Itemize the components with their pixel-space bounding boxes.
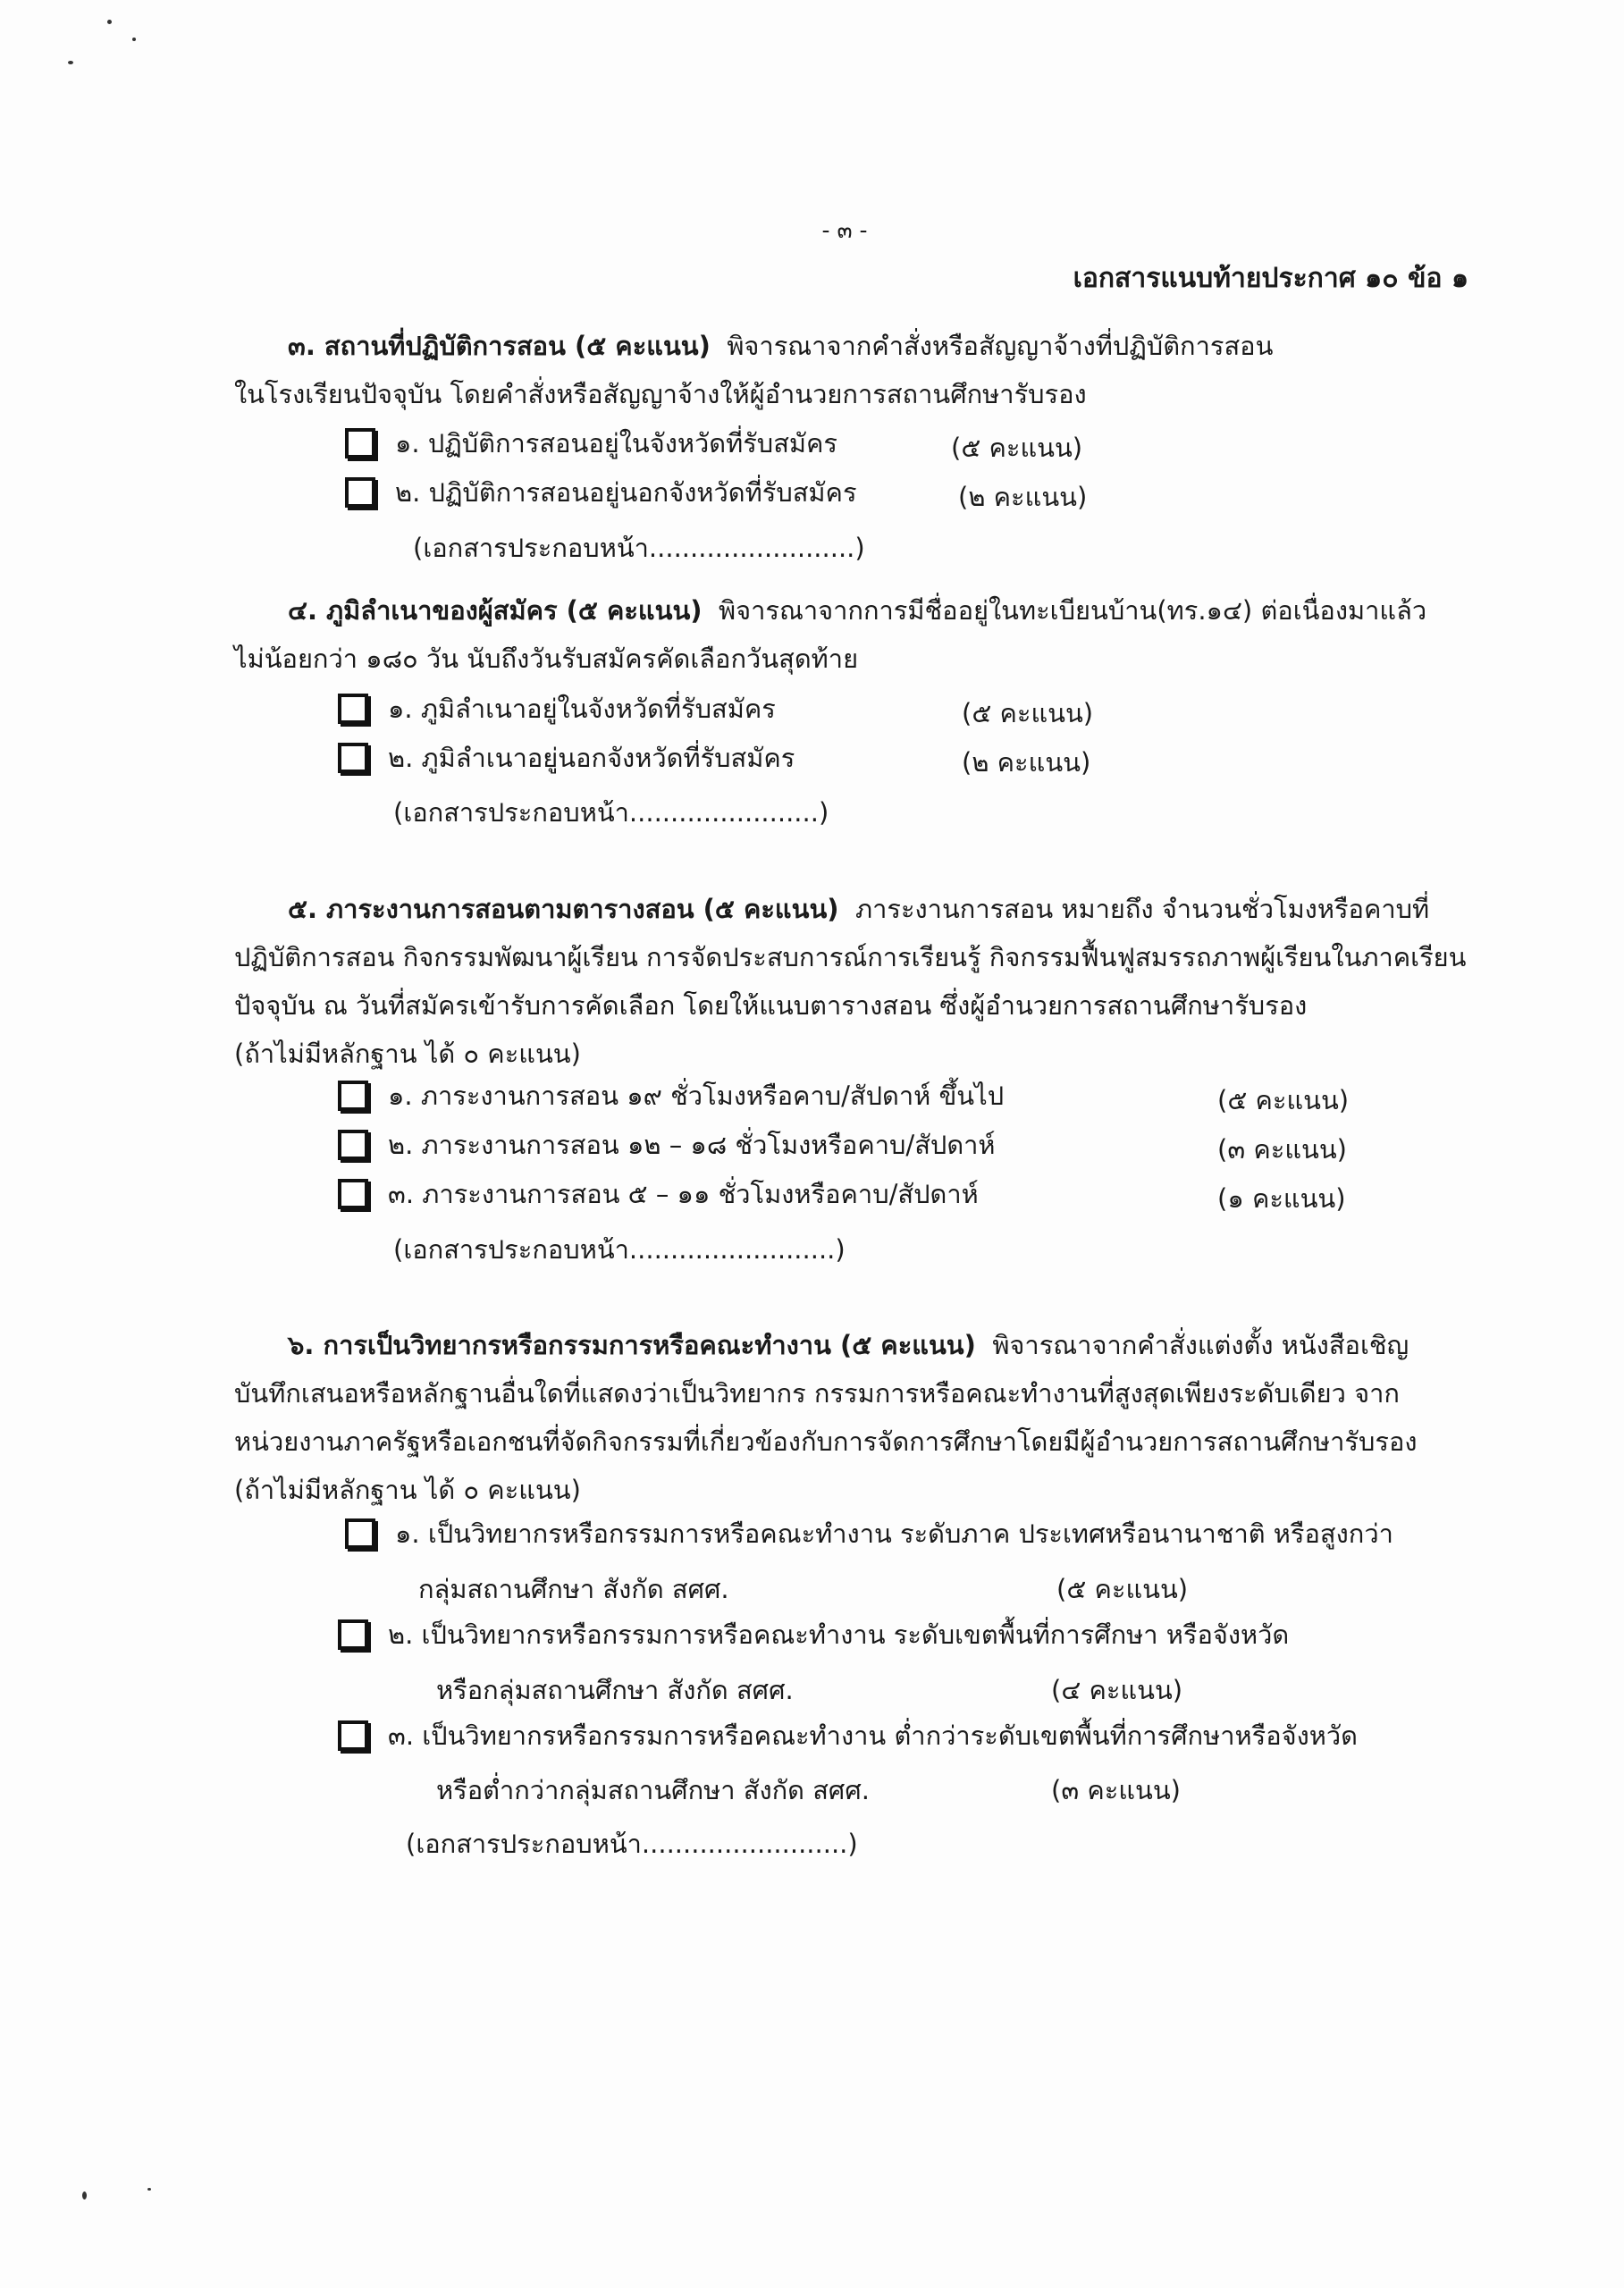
checkbox[interactable] (345, 477, 375, 508)
section-3-option: ๑. ปฏิบัติการสอนอยู่ในจังหวัดที่รับสมัคร (345, 423, 837, 464)
scan-speck (107, 20, 112, 24)
checkbox[interactable] (345, 1518, 375, 1549)
option-points: (๕ คะแนน) (1217, 1085, 1350, 1115)
section-6-option: ๒. เป็นวิทยากรหรือกรรมการหรือคณะทำงาน ระดับเขตพื้นที่การศึกษา หรือจังหวัด (338, 1614, 1289, 1655)
section-5-option: ๑. ภาระงานการสอน ๑๙ ชั่วโมงหรือคาบ/สัปดาห์ ขึ้นไป (338, 1075, 1004, 1116)
section-5-line: ปัจจุบัน ณ วันที่สมัครเข้ารับการคัดเลือก โดยให้แนบตารางสอน ซึ่งผู้อำนวยการสถานศึกษารับรอง (234, 990, 1308, 1021)
section-6-line: พิจารณาจากคำสั่งแต่งตั้ง หนังสือเชิญ (992, 1330, 1409, 1360)
option-points: (๔ คะแนน) (1051, 1675, 1183, 1705)
section-4-text (234, 586, 1426, 683)
section-5-line: (ถ้าไม่มีหลักฐาน ได้ ๐ คะแนน) (234, 1039, 581, 1069)
option-points: (๒ คะแนน) (958, 482, 1088, 512)
document-page-note: (เอกสารประกอบหน้า.........................) (393, 1234, 846, 1265)
section-3-text (234, 322, 1273, 418)
checkbox[interactable] (338, 743, 368, 773)
section-6-line: (ถ้าไม่มีหลักฐาน ได้ ๐ คะแนน) (234, 1475, 581, 1505)
section-5-option: ๒. ภาระงานการสอน ๑๒ – ๑๘ ชั่วโมงหรือคาบ/สัปดาห์ (338, 1124, 996, 1165)
scan-speck (82, 2191, 87, 2200)
option-points: (๓ คะแนน) (1217, 1134, 1347, 1165)
checkbox[interactable] (338, 1179, 368, 1209)
section-3-option: ๒. ปฏิบัติการสอนอยู่นอกจังหวัดที่รับสมัคร (345, 472, 857, 513)
section-5-option: ๓. ภาระงานการสอน ๕ – ๑๑ ชั่วโมงหรือคาบ/สัปดาห์ (338, 1173, 979, 1215)
checkbox[interactable] (345, 428, 375, 458)
section-4-line: พิจารณาจากการมีชื่ออยู่ในทะเบียนบ้าน(ทร.๑๔) ต่อเนื่องมาแล้ว (718, 595, 1427, 626)
section-3-line: ในโรงเรียนปัจจุบัน โดยคำสั่งหรือสัญญาจ้างให้ผู้อำนวยการสถานศึกษารับรอง (234, 379, 1087, 409)
option-points: (๓ คะแนน) (1051, 1775, 1181, 1805)
scan-speck (147, 2188, 151, 2191)
section-3-line: พิจารณาจากคำสั่งหรือสัญญาจ้างที่ปฏิบัติการสอน (727, 331, 1274, 361)
checkbox[interactable] (338, 1130, 368, 1160)
document-page-note: (เอกสารประกอบหน้า.........................) (413, 533, 865, 563)
option-continuation: กลุ่มสถานศึกษา สังกัด สศศ. (418, 1574, 729, 1604)
option-points: (๑ คะแนน) (1217, 1183, 1346, 1214)
option-continuation: หรือกลุ่มสถานศึกษา สังกัด สศศ. (436, 1675, 794, 1705)
page-number: - ๓ - (821, 217, 868, 243)
document-page-note: (เอกสารประกอบหน้า.........................) (406, 1829, 858, 1859)
annex-title: เอกสารแนบท้ายประกาศ ๑๐ ข้อ ๑ (1073, 263, 1468, 294)
section-6-line: บันทึกเสนอหรือหลักฐานอื่นใดที่แสดงว่าเป็นวิทยากร กรรมการหรือคณะทำงานที่สูงสุดเพียงระดับเดียว จาก (234, 1378, 1400, 1409)
checkbox[interactable] (338, 1619, 368, 1650)
checkbox[interactable] (338, 1081, 368, 1111)
section-4-line: ไม่น้อยกว่า ๑๘๐ วัน นับถึงวันรับสมัครคัดเลือกวันสุดท้าย (234, 644, 859, 674)
checkbox[interactable] (338, 694, 368, 724)
scan-speck (68, 61, 73, 64)
section-6-line: หน่วยงานภาครัฐหรือเอกชนที่จัดกิจกรรมที่เกี่ยวข้องกับการจัดการศึกษาโดยมีผู้อำนวยการสถานศึกษารับรอง (234, 1426, 1418, 1457)
section-4-option: ๑. ภูมิลำเนาอยู่ในจังหวัดที่รับสมัคร (338, 688, 776, 729)
section-5-line: ปฏิบัติการสอน กิจกรรมพัฒนาผู้เรียน การจัดประสบการณ์การเรียนรู้ กิจกรรมฟื้นฟูสมรรถภาพผู้เรียนในภาคเรียน (234, 942, 1467, 972)
section-4-option: ๒. ภูมิลำเนาอยู่นอกจังหวัดที่รับสมัคร (338, 737, 795, 778)
option-points: (๕ คะแนน) (951, 433, 1083, 463)
section-6-heading: ๖. การเป็นวิทยากรหรือกรรมการหรือคณะทำงาน (๕ คะแนน) (288, 1330, 976, 1360)
option-continuation: หรือต่ำกว่ากลุ่มสถานศึกษา สังกัด สศศ. (436, 1775, 870, 1805)
section-6-option: ๓. เป็นวิทยากรหรือกรรมการหรือคณะทำงาน ต่ำกว่าระดับเขตพื้นที่การศึกษาหรือจังหวัด (338, 1715, 1358, 1756)
option-points: (๕ คะแนน) (1056, 1574, 1189, 1604)
section-6-text (234, 1321, 1418, 1514)
scan-speck (132, 38, 136, 41)
section-3-heading: ๓. สถานที่ปฏิบัติการสอน (๕ คะแนน) (288, 331, 711, 361)
checkbox[interactable] (338, 1720, 368, 1751)
document-page-note: (เอกสารประกอบหน้า.......................) (393, 797, 829, 828)
option-points: (๒ คะแนน) (962, 747, 1091, 778)
section-5-heading: ๕. ภาระงานการสอนตามตารางสอน (๕ คะแนน) (288, 894, 839, 924)
option-points: (๕ คะแนน) (962, 698, 1094, 728)
section-6-option: ๑. เป็นวิทยากรหรือกรรมการหรือคณะทำงาน ระดับภาค ประเทศหรือนานาชาติ หรือสูงกว่า (345, 1513, 1393, 1554)
section-5-text (234, 885, 1466, 1078)
section-4-heading: ๔. ภูมิลำเนาของผู้สมัคร (๕ คะแนน) (288, 595, 703, 626)
section-5-line: ภาระงานการสอน หมายถึง จำนวนชั่วโมงหรือคาบที่ (854, 894, 1430, 924)
